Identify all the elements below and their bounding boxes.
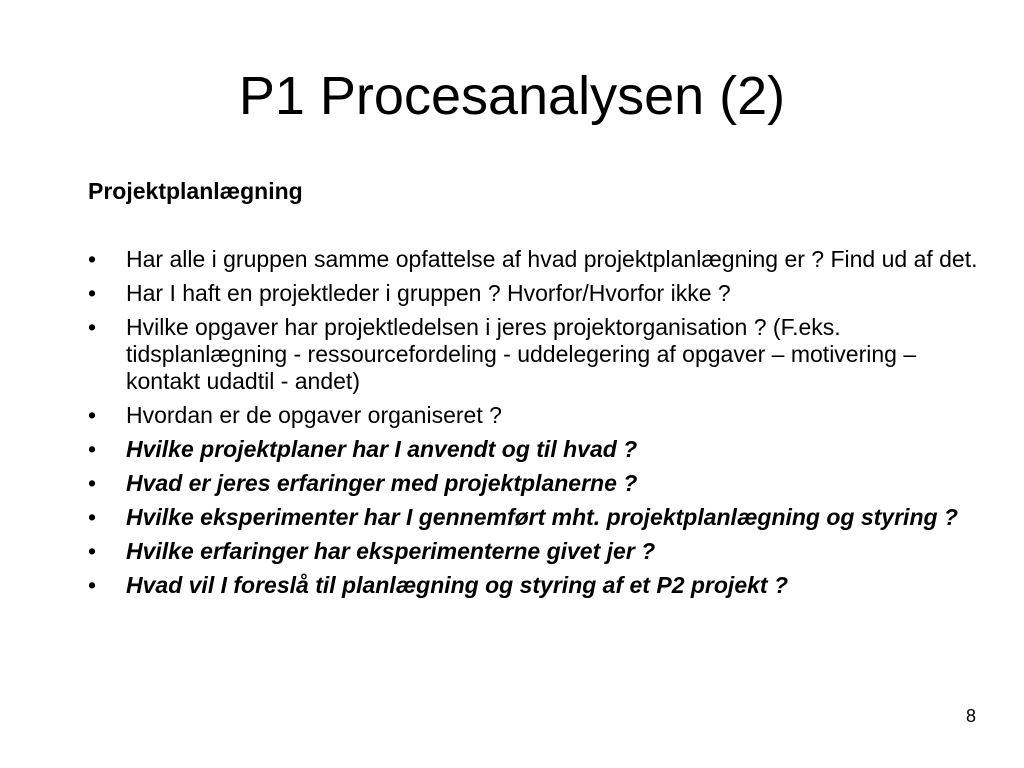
bullet-list: [88, 246, 988, 606]
bullet-icon: •: [88, 538, 97, 564]
bullet-item: [88, 402, 988, 429]
bullet-text: Hvad er jeres erfaringer med projektplanerne ?: [126, 470, 638, 496]
bullet-item: [88, 504, 988, 531]
bullet-text: Hvilke erfaringer har eksperimenterne givet jer ?: [126, 538, 656, 564]
bullet-item: [88, 470, 988, 497]
bullet-text: Hvad vil I foreslå til planlægning og styring af et P2 projekt ?: [126, 572, 789, 598]
bullet-text: Har I haft en projektleder i gruppen ? Hvorfor/Hvorfor ikke ?: [126, 280, 731, 306]
bullet-item: [88, 280, 988, 307]
bullet-icon: •: [88, 470, 97, 496]
bullet-icon: •: [88, 436, 97, 462]
bullet-item: [88, 538, 988, 565]
bullet-icon: •: [88, 246, 97, 272]
bullet-icon: •: [88, 280, 97, 306]
slide-title: P1 Procesanalysen (2): [238, 66, 786, 126]
section-heading: Projektplanlægning: [88, 178, 303, 204]
bullet-icon: •: [88, 314, 97, 340]
bullet-item: [88, 314, 988, 395]
bullet-text: Hvilke eksperimenter har I gennemført mht. projektplanlægning og styring ?: [126, 504, 958, 530]
bullet-text: Hvordan er de opgaver organiseret ?: [126, 402, 502, 428]
bullet-item: [88, 436, 988, 463]
bullet-icon: •: [88, 402, 97, 428]
bullet-item: [88, 246, 988, 273]
bullet-text: Hvilke opgaver har projektledelsen i jeres projektorganisation ? (F.eks. tidsplanlægning - ressourcefordeling - uddelegering af opgaver – motivering – kontakt udadtil - andet): [126, 314, 917, 394]
bullet-icon: •: [88, 504, 97, 530]
page-number: 8: [965, 706, 976, 726]
bullet-text: Hvilke projektplaner har I anvendt og til hvad ?: [126, 436, 638, 462]
bullet-item: [88, 572, 988, 599]
bullet-icon: •: [88, 572, 97, 598]
bullet-text: Har alle i gruppen samme opfattelse af hvad projektplanlægning er ? Find ud af det.: [126, 246, 978, 272]
